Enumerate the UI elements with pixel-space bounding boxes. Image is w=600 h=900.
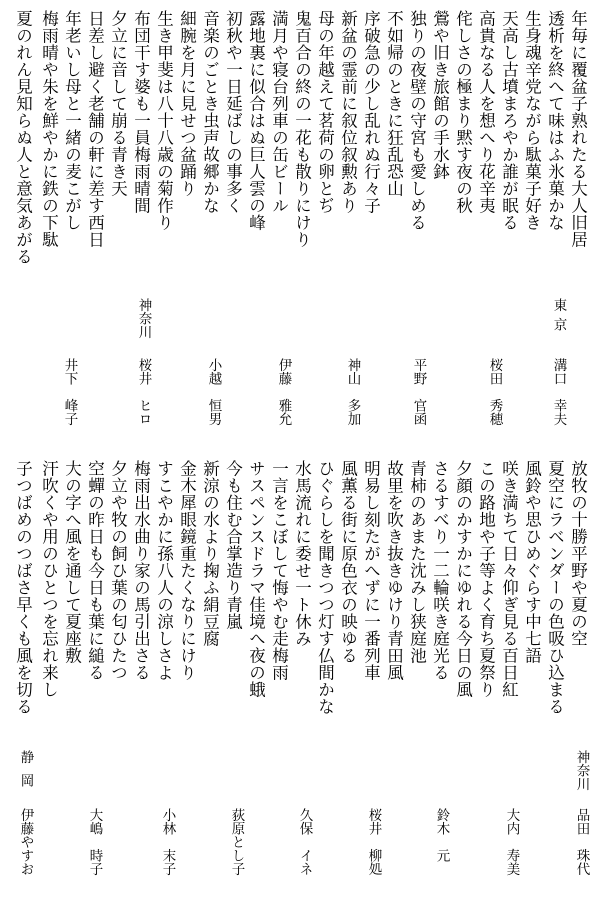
author-name: 鈴木 元 — [433, 808, 450, 862]
haiku-line: ひぐらしを聞きつつ灯す仏間かな — [315, 460, 335, 715]
author-name: 大嶋 時子 — [86, 808, 103, 876]
author-name: 溝口 幸夫 — [550, 358, 567, 426]
author-prefecture: 東京 — [550, 298, 567, 337]
author-name: 小越 恒男 — [205, 358, 222, 426]
haiku-line: 金木犀眼鏡重たくなりにけり — [177, 460, 197, 681]
haiku-line: 一言をこぼして悔やむ走梅雨 — [269, 460, 289, 681]
haiku-line: 布団干す婆も一員梅雨晴間 — [131, 10, 151, 214]
author-name: 桜井 ヒロ — [135, 358, 152, 426]
haiku-line: 新盆の霊前に叙位叙勲あり — [338, 10, 358, 214]
haiku-line: 汗吹くや用のひとつを忘れ来し — [39, 460, 59, 698]
haiku-line: 大の字へ風を通して夏座敷 — [62, 460, 82, 664]
haiku-line: 満月や寝台列車の缶ビール — [269, 10, 289, 214]
haiku-line: 天高し古墳まろやか誰が眠る — [499, 10, 519, 231]
haiku-line: 母の年越えて茗荷の卵とぢ — [315, 10, 335, 214]
haiku-line: 梅雨晴や朱を鮮やかに鉄の下駄 — [39, 10, 59, 248]
haiku-line: 生き甲斐は八十八歳の菊作り — [154, 10, 174, 231]
haiku-line: 放牧の十勝平野や夏の空 — [568, 460, 588, 647]
author-prefecture: 静岡 — [17, 750, 34, 797]
haiku-line: 高貴なる人を想へり花辛夷 — [476, 10, 496, 214]
author-prefecture: 神奈川 — [573, 750, 590, 791]
haiku-line: 透析を終へて味はふ氷菓かな — [545, 10, 565, 231]
haiku-line: この路地や子等よく育ち夏祭り — [476, 460, 496, 698]
author-name: 桜井 柳処 — [365, 808, 382, 876]
haiku-line: 夕立に音して崩る青き天 — [108, 10, 128, 197]
haiku-line: 風薫る街に原色衣の映ゆる — [338, 460, 358, 664]
haiku-line: 新涼の水より掬ふ絹豆腐 — [200, 460, 220, 647]
haiku-line: 梅雨出水曲り家の馬引出さる — [131, 460, 151, 681]
haiku-line: 夕立や牧の飼ひ葉の匂ひたつ — [108, 460, 128, 681]
author-name: 伊藤やすお — [17, 808, 34, 876]
haiku-line: 生身魂辛党ながら駄菓子好き — [522, 10, 542, 231]
haiku-line: 子つばめのつばさ早くも風を切る — [13, 460, 33, 715]
author-name: 久保 イネ — [296, 808, 313, 876]
haiku-line: 鬼百合の終の一花も散りにけり — [292, 10, 312, 248]
haiku-line: 今も住む合掌造り青嵐 — [223, 460, 243, 630]
author-name: 平野 官函 — [410, 358, 427, 426]
haiku-line: 咲き満ちて日々仰ぎ見る百日紅 — [499, 460, 519, 698]
haiku-line: 夏のれん見知らぬ人と意気あがる — [13, 10, 33, 265]
author-prefecture: 神奈川 — [135, 298, 152, 339]
author-name: 大内 寿美 — [503, 808, 520, 876]
haiku-line: 序破急の少し乱れぬ行々子 — [361, 10, 381, 214]
haiku-line: 明易し刻たがへずに一番列車 — [361, 460, 381, 681]
author-name: 小林 末子 — [159, 808, 176, 876]
haiku-line: 初秋や一日延ばしの事多く — [223, 10, 243, 214]
author-name: 伊藤 雅允 — [275, 358, 292, 426]
haiku-line: さるすべり一二輪咲き庭光る — [430, 460, 450, 681]
author-name: 桜田 秀穂 — [486, 358, 503, 426]
haiku-line: 空蟬の昨日も今日も葉に縋る — [85, 460, 105, 681]
haiku-line: 不如帰のときに狂乱恐山 — [384, 10, 404, 197]
haiku-line: サスペンスドラマ佳境へ夜の蛾 — [246, 460, 266, 698]
haiku-line: 夏空にラベンダーの色吸ひ込まる — [545, 460, 565, 715]
haiku-line: 夕顔のかすかにゆれる今日の風 — [453, 460, 473, 698]
haiku-line: 独りの夜壁の守宮も愛しめる — [407, 10, 427, 231]
author-name: 井下 峰子 — [61, 358, 78, 426]
haiku-line: 青柿のあまた沈みし狭庭池 — [407, 460, 427, 664]
haiku-line: 故里を吹き抜きゆけり青田風 — [384, 460, 404, 681]
haiku-line: 鶯や旧き旅館の手水鉢 — [430, 10, 450, 180]
haiku-line: 年老いし母と一緒の麦こがし — [62, 10, 82, 231]
haiku-line: 水馬流れに委せ一ト休み — [292, 460, 312, 647]
haiku-line: 音楽のごとき虫声故郷かな — [200, 10, 220, 214]
haiku-line: 風鈴や思ひめぐらす中七語 — [522, 460, 542, 664]
haiku-line: すこやかに孫八人の涼しさよ — [154, 460, 174, 681]
author-name: 品田 珠代 — [573, 808, 590, 876]
haiku-line: 日差し避く老舗の軒に差す西日 — [85, 10, 105, 248]
author-name: 荻原とし子 — [228, 808, 245, 876]
haiku-line: 年毎に覆盆子熟れたる大人旧居 — [568, 10, 588, 248]
haiku-line: 侘しさの極まり黙す夜の秋 — [453, 10, 473, 214]
haiku-line: 露地裏に似合はぬ巨人雲の峰 — [246, 10, 266, 231]
haiku-line: 細腕を月に見せつ盆踊り — [177, 10, 197, 197]
author-name: 神山 多加 — [344, 358, 361, 426]
